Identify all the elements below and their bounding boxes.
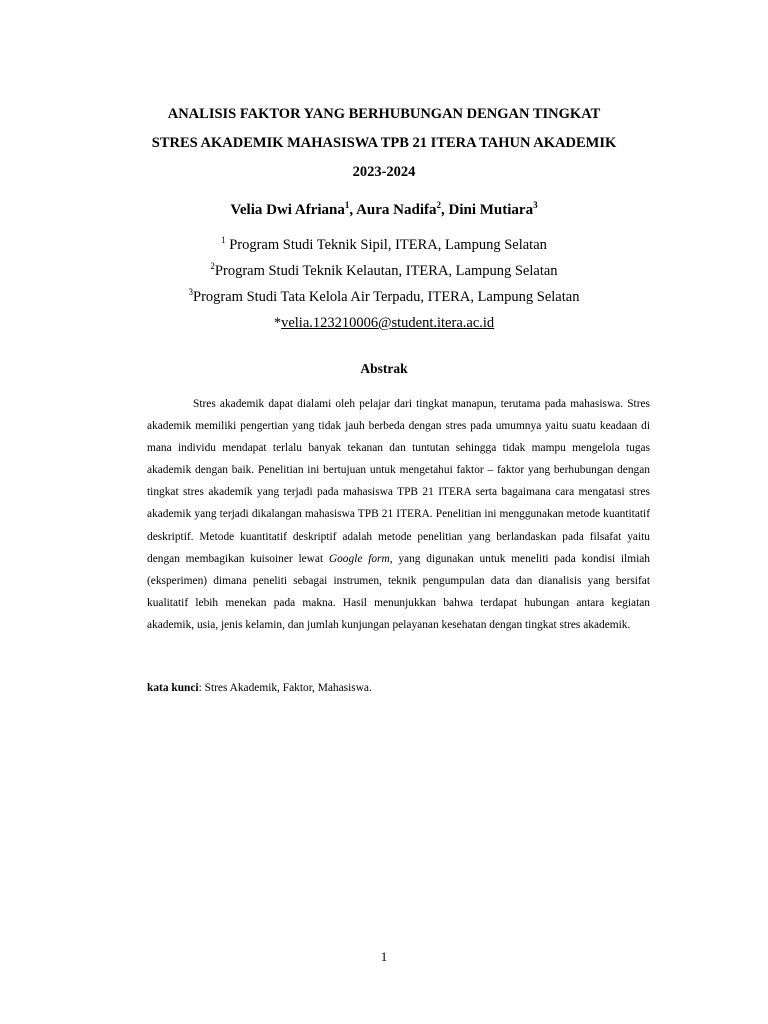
author-affiliation-marker: 1 (344, 200, 350, 210)
abstract-body (147, 393, 650, 636)
title-line-2: STRES AKADEMIK MAHASISWA TPB 21 ITERA TAHUN AKADEMIK (151, 135, 617, 151)
page-number: 1 (380, 949, 388, 964)
author-name: Velia Dwi Afriana (230, 202, 345, 218)
affiliation-text: Program Studi Tata Kelola Air Terpadu, ITERA, Lampung Selatan (193, 289, 580, 305)
abstract-heading: Abstrak (360, 361, 408, 376)
email-link[interactable]: velia.123210006@student.itera.ac.id (281, 315, 495, 331)
corresponding-email (120, 310, 648, 336)
abstract-text-part-2: , yang digunakan untuk meneliti pada kondisi ilmiah (eksperimen) dimana peneliti sebagai instrumen, teknik pengumpulan data dan dianalisis yang bersifat kualitatif lebih menekan pada makna. Hasil menunjukkan bahwa terdapat hubungan antara kegiatan akademik, usia, jenis kelamin, dan jumlah kunjungan pelayanan kesehatan dengan tingkat stres akademik. (147, 552, 650, 631)
keywords-label: kata kunci (147, 682, 199, 694)
keywords-value: Stres Akademik, Faktor, Mahasiswa. (204, 682, 372, 694)
affiliation-line (120, 232, 648, 258)
paper-title (120, 100, 648, 187)
abstract-paragraph (147, 393, 650, 636)
affiliation-marker: 3 (188, 287, 194, 298)
author-separator: , (440, 202, 449, 218)
author-name: Dini Mutiara (448, 202, 534, 218)
affiliation-text: Program Studi Teknik Sipil, ITERA, Lampung Selatan (225, 237, 547, 253)
author-name: Aura Nadifa (356, 202, 437, 218)
affiliation-marker: 2 (210, 261, 215, 272)
abstract-text-part-1: Stres akademik dapat dialami oleh pelajar dari tingkat manapun, terutama pada mahasiswa. Stres akademik memiliki pengertian yang tidak jauh berbeda dengan stres pada umumnya yaitu suatu keadaan di mana individu mendapat terlalu banyak tekanan dan tuntutan sehingga tidak mampu mengelola tugas akademik dengan baik. Penelitian ini bertujuan untuk mengetahui faktor – faktor yang berhubungan dengan tingkat stres akademik yang terjadi pada mahasiswa TPB 21 ITERA serta bagaimana cara mengatasi stres akademik yang terjadi dikalangan mahasiswa TPB 21 ITERA. Penelitian ini menggunakan metode kuantitatif deskriptif. Metode kuantitatif deskriptif adalah metode penelitian yang berlandaskan pada filsafat yaitu dengan membagikan kuisoiner lewat (147, 398, 650, 565)
affiliation-line (120, 258, 648, 284)
keywords-line (147, 678, 650, 698)
title-line-1: ANALISIS FAKTOR YANG BERHUBUNGAN DENGAN TINGKAT (167, 106, 601, 122)
affiliation-line (120, 284, 648, 310)
author-affiliation-marker: 2 (436, 200, 441, 210)
email-prefix: * (273, 315, 282, 331)
abstract-italic-term: Google form (328, 552, 390, 565)
affiliation-text: Program Studi Teknik Kelautan, ITERA, Lampung Selatan (214, 263, 558, 279)
title-line-3: 2023-2024 (352, 164, 416, 180)
author-separator: , (349, 202, 357, 218)
author-affiliation-marker: 3 (533, 200, 538, 210)
affiliation-marker: 1 (221, 235, 226, 246)
affiliation-list (120, 232, 648, 336)
author-list (120, 199, 648, 221)
keywords-separator: : (198, 682, 205, 694)
